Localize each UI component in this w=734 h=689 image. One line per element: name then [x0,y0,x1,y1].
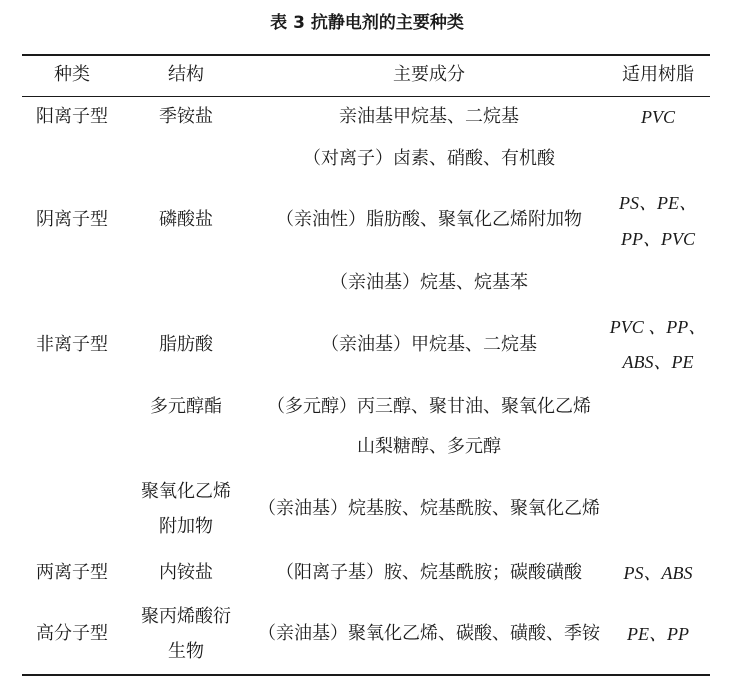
row2-composition-line2: （亲油性）脂肪酸、聚氧化乙烯附加物 [276,209,582,230]
header-composition: 主要成分 [393,64,465,85]
table-bottom-rule [22,674,710,676]
row3-resin-line1: PVC 、PP、 [609,317,707,337]
row2-resin-line1: PS、PE、 [619,193,697,213]
row4-structure: 多元醇酯 [150,396,222,417]
row1-type: 阳离子型 [36,106,108,127]
row6-composition: （阳离子基）胺、烷基酰胺；碳酸磺酸 [276,562,582,583]
row2-type: 阴离子型 [36,209,108,230]
row5-composition: （亲油基）烷基胺、烷基酰胺、聚氧化乙烯 [258,498,600,519]
header-type: 种类 [54,64,90,85]
row5-structure-line1: 聚氧化乙烯 [141,481,231,502]
table-top-rule [22,54,710,56]
row1-composition: 亲油基甲烷基、二烷基 [339,106,519,127]
row6-resin: PS、ABS [623,563,693,583]
row4-composition-line2: 山梨糖醇、多元醇 [357,436,501,457]
table-caption: 表 3 抗静电剂的主要种类 [270,13,464,33]
row3-composition-line1: （亲油基）烷基、烷基苯 [330,272,528,293]
row2-structure: 磷酸盐 [159,209,213,230]
row7-composition: （亲油基）聚氧化乙烯、碳酸、磺酸、季铵 [258,623,600,644]
row3-type: 非离子型 [36,334,108,355]
row7-resin: PE、PP [627,624,689,644]
row7-structure-line2: 生物 [168,641,204,662]
row3-composition-line2: （亲油基）甲烷基、二烷基 [321,334,537,355]
row1-structure: 季铵盐 [159,106,213,127]
row5-structure-line2: 附加物 [159,516,213,537]
row2-resin-line2: PP、PVC [621,229,695,249]
row6-structure: 内铵盐 [159,562,213,583]
row1-resin: PVC [641,107,675,127]
header-resin: 适用树脂 [622,64,694,85]
row3-structure: 脂肪酸 [159,334,213,355]
row7-type: 高分子型 [36,623,108,644]
row3-resin-line2: ABS、PE [622,352,694,372]
table-header-rule [22,96,710,97]
header-structure: 结构 [168,64,204,85]
row6-type: 两离子型 [36,562,108,583]
row7-structure-line1: 聚丙烯酸衍 [141,606,231,627]
row4-composition-line1: （多元醇）丙三醇、聚甘油、聚氧化乙烯 [267,396,591,417]
row2-composition-line1: （对离子）卤素、硝酸、有机酸 [303,148,555,169]
